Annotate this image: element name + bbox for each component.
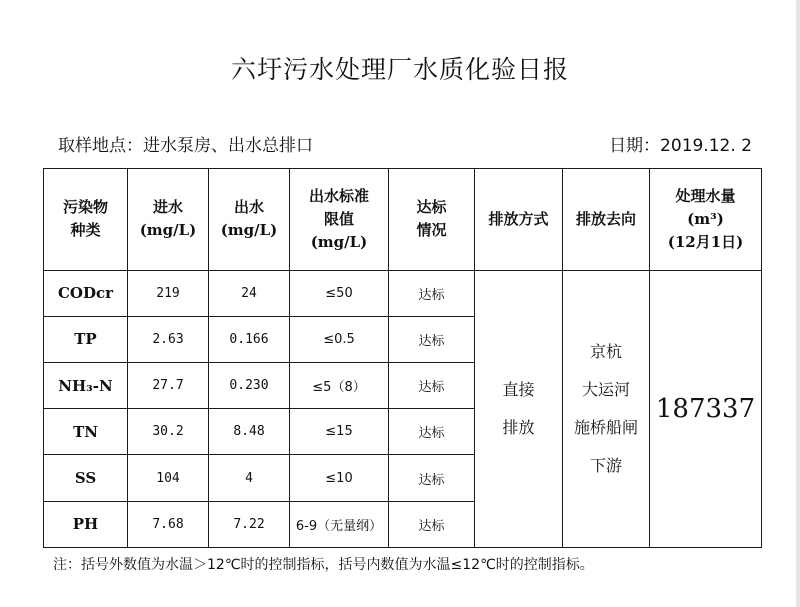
header-inflow-line: 进水 <box>152 198 183 217</box>
inflow-cell: 27.7 <box>128 363 209 409</box>
outflow-cell: 7.22 <box>209 501 290 547</box>
inflow-cell: 219 <box>128 270 209 316</box>
header-limit-unit: (mg/L) <box>310 232 368 251</box>
report-title: 六圩污水处理厂水质化验日报 <box>230 55 569 84</box>
sampling-location: 取样地点：进水泵房、出水总排口 <box>58 136 313 156</box>
limit-cell: ≤15 <box>290 409 389 455</box>
discharge-method-line: 排放 <box>502 417 535 437</box>
outflow-cell: 24 <box>209 270 290 316</box>
header-status <box>389 169 475 271</box>
table-header-row <box>44 169 762 271</box>
header-volume <box>650 169 762 271</box>
pollutant-cell: PH <box>44 501 128 547</box>
discharge-method-cell <box>475 270 563 547</box>
inflow-cell: 104 <box>128 455 209 501</box>
water-quality-table <box>43 168 762 548</box>
discharge-method-line: 直接 <box>502 379 535 399</box>
header-discharge-destination: 排放去向 <box>563 169 650 271</box>
outflow-cell: 0.230 <box>209 363 290 409</box>
header-discharge-method: 排放方式 <box>475 169 563 271</box>
discharge-destination-line: 大运河 <box>581 379 630 399</box>
limit-cell: ≤50 <box>290 270 389 316</box>
header-volume-line: 处理水量 <box>675 186 736 205</box>
limit-cell: ≤5（8） <box>290 363 389 409</box>
treated-volume-cell: 187337 <box>650 270 762 547</box>
status-cell: 达标 <box>389 363 475 409</box>
inflow-cell: 2.63 <box>128 316 209 362</box>
pollutant-cell: CODcr <box>44 270 128 316</box>
header-pollutant-line: 种类 <box>70 221 101 240</box>
header-status-line: 达标 <box>416 198 447 217</box>
header-outflow-line: 出水 <box>233 198 264 217</box>
status-cell: 达标 <box>389 270 475 316</box>
pollutant-cell: TP <box>44 316 128 362</box>
discharge-destination-line: 京杭 <box>589 341 622 361</box>
outflow-cell: 4 <box>209 455 290 501</box>
right-edge-strip <box>796 0 800 607</box>
header-status-line: 情况 <box>416 221 447 240</box>
limit-cell: ≤10 <box>290 455 389 501</box>
discharge-destination-cell <box>563 270 650 547</box>
limit-cell: 6-9（无量纲） <box>290 501 389 547</box>
status-cell: 达标 <box>389 501 475 547</box>
header-inflow <box>128 169 209 271</box>
header-limit-line: 限值 <box>323 209 354 228</box>
outflow-cell: 0.166 <box>209 316 290 362</box>
header-volume-unit: (m³) <box>687 209 724 228</box>
limit-cell: ≤0.5 <box>290 316 389 362</box>
header-limit <box>290 169 389 271</box>
header-pollutant <box>44 169 128 271</box>
inflow-cell: 30.2 <box>128 409 209 455</box>
pollutant-cell: TN <box>44 409 128 455</box>
pollutant-cell: NH₃-N <box>44 363 128 409</box>
status-cell: 达标 <box>389 316 475 362</box>
header-volume-date: (12月1日) <box>667 232 744 251</box>
status-cell: 达标 <box>389 409 475 455</box>
header-inflow-unit: (mg/L) <box>139 221 197 240</box>
header-outflow-unit: (mg/L) <box>220 221 278 240</box>
inflow-cell: 7.68 <box>128 501 209 547</box>
report-date: 日期：2019.12. 2 <box>609 136 752 156</box>
pollutant-cell: SS <box>44 455 128 501</box>
outflow-cell: 8.48 <box>209 409 290 455</box>
footnote: 注：括号外数值为水温＞12℃时的控制指标，括号内数值为水温≤12℃时的控制指标。 <box>53 557 594 573</box>
status-cell: 达标 <box>389 455 475 501</box>
discharge-destination-line: 施桥船闸 <box>573 417 638 437</box>
header-pollutant-line: 污染物 <box>62 198 108 217</box>
header-outflow <box>209 169 290 271</box>
table-row <box>44 270 762 316</box>
discharge-destination-line: 下游 <box>589 455 622 475</box>
header-limit-line: 出水标准 <box>308 186 369 205</box>
